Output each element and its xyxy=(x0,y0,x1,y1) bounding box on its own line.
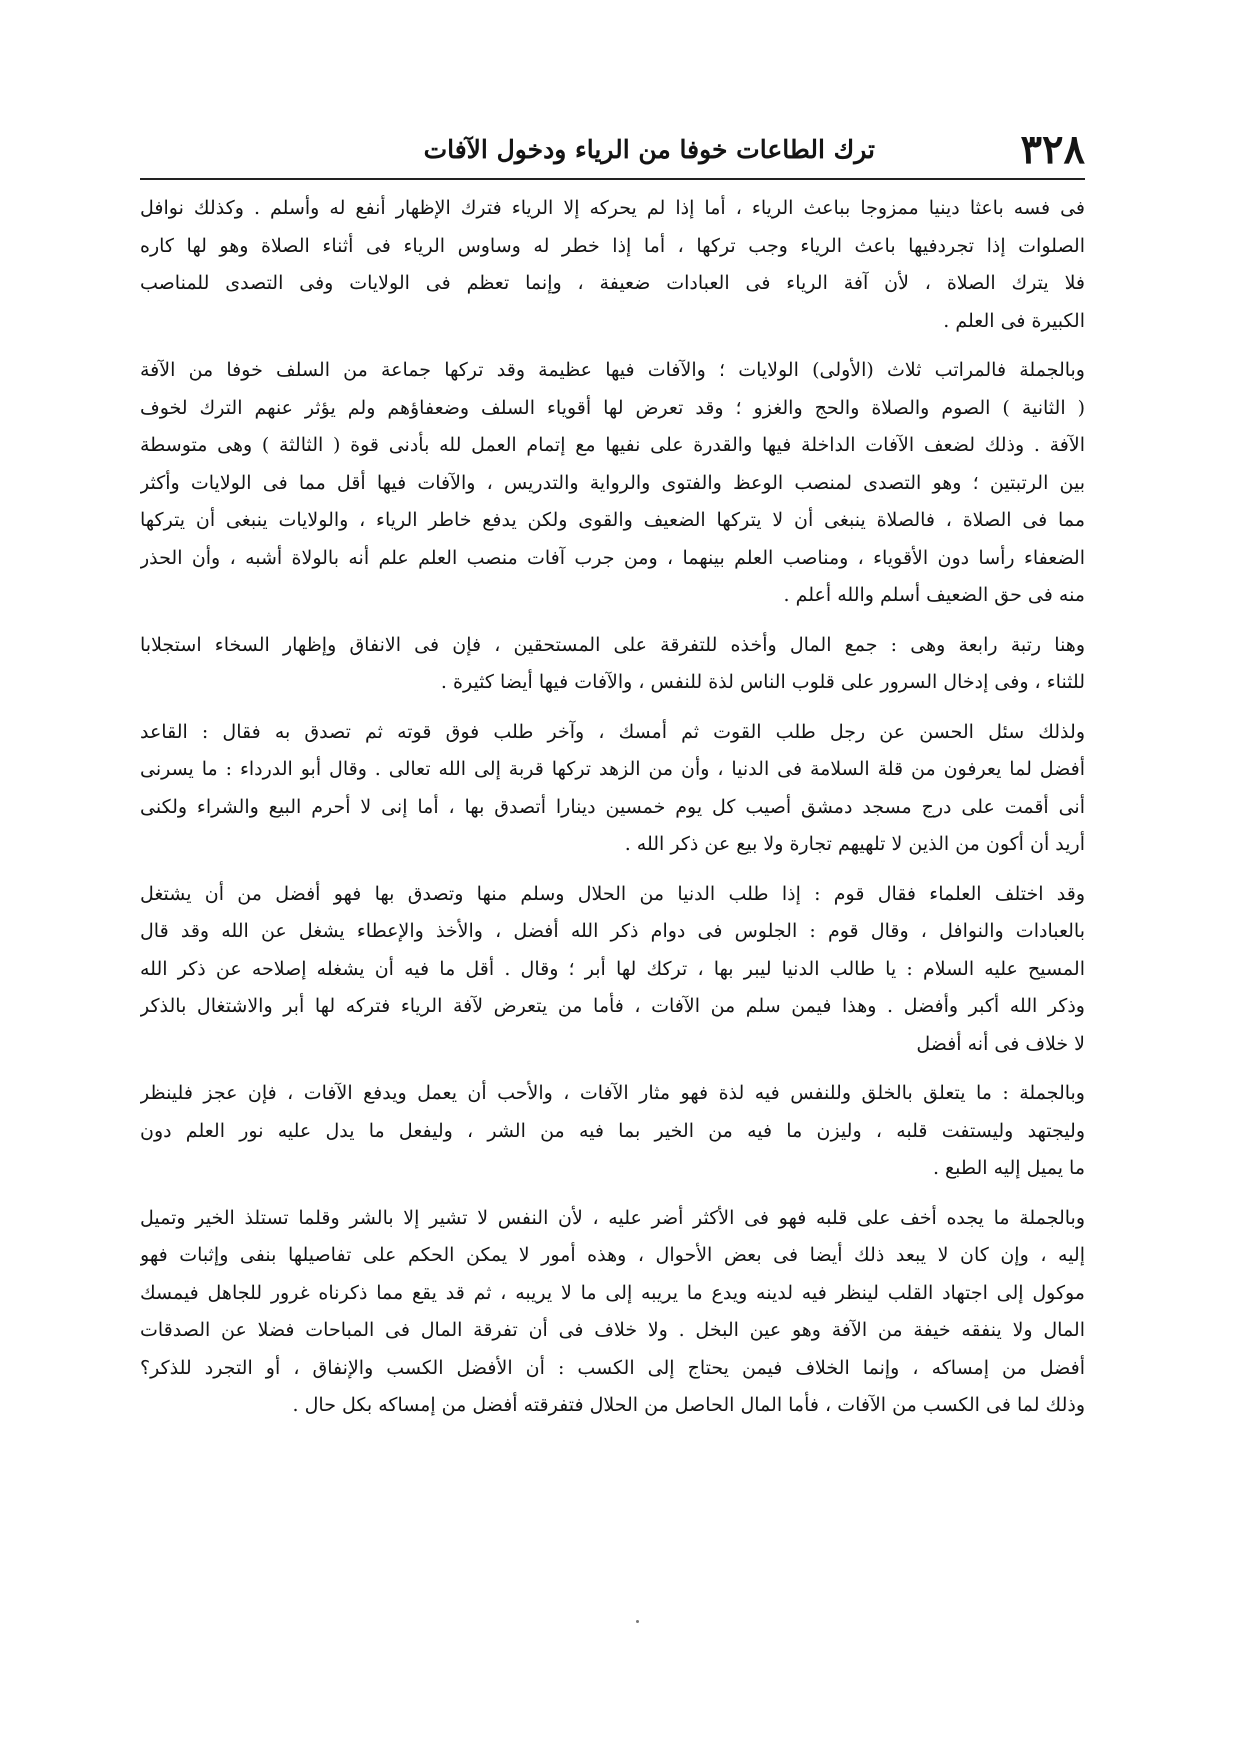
text-line: موكول إلى اجتهاد القلب لينظر فيه لدينه ويدع ما يريبه إلى ما لا يريبه ، ثم قد يقع مما ذكرناه غرور للجاهل فيمسك xyxy=(140,1281,1085,1304)
page-header xyxy=(140,120,1085,180)
text-line: أنى أقمت على درج مسجد دمشق أصيب كل يوم خمسين دينارا أتصدق بها ، أما إنى لا أحرم البيع والشراء ولكنى xyxy=(140,795,1085,818)
text-line: الضعفاء رأسا دون الأقوياء ، ومناصب العلم بينهما ، ومن جرب آفات منصب العلم علم أنه بالولاة أشبه ، وأن الحذر xyxy=(140,546,1085,569)
paragraph xyxy=(140,1200,1085,1425)
text-line: وليجتهد وليستفت قلبه ، وليزن ما فيه من الخير بما فيه من الشر ، وليفعل ما يدل عليه نور العلم دون xyxy=(140,1119,1085,1142)
footer-mark xyxy=(636,1620,639,1623)
text-line: للثناء ، وفى إدخال السرور على قلوب الناس لذة للنفس ، والآفات فيها أيضا كثيرة . xyxy=(440,671,1085,693)
text-line: وذلك لما فى الكسب من الآفات ، فأما المال الحاصل من الحلال فتفرقته أفضل من إمساكه بكل حال . xyxy=(292,1394,1085,1416)
page-number: ٣٢٨ xyxy=(1020,126,1085,173)
text-line: لا خلاف فى أنه أفضل xyxy=(916,1032,1085,1055)
text-line: بين الرتبتين ؛ وهو التصدى لمنصب الوعظ والفتوى والرواية والتدريس ، والآفات فيها أقل مما فى الولايات وأكثر xyxy=(140,471,1085,494)
text-line: أفضل من إمساكه ، وإنما الخلاف فيمن يحتاج إلى الكسب : أن الأفضل الكسب والإنفاق ، أو التجرد للذكر؟ xyxy=(140,1356,1085,1379)
text-line: الآفة . وذلك لضعف الآفات الداخلة فيها والقدرة على نفيها مع إتمام العمل لله بأدنى قوة ( الثالثة ) وهى متوسطة xyxy=(140,434,1085,456)
text-line: ما يميل إليه الطبع . xyxy=(932,1157,1085,1179)
book-page xyxy=(140,120,1085,1680)
paragraph xyxy=(140,1075,1085,1188)
text-line: وبالجملة ما يجده أخف على قلبه فهو فى الأكثر أضر عليه ، لأن النفس لا تشير إلا بالشر وقلما تستلذ الخير وتميل xyxy=(140,1206,1085,1229)
text-line: ولذلك سئل الحسن عن رجل طلب القوت ثم أمسك ، وآخر طلب فوق قوته ثم تصدق به فقال : القاعد xyxy=(140,720,1085,743)
text-line: فى فسه باعثا دينيا ممزوجا بباعث الرياء ، أما إذا لم يحركه إلا الرياء فترك الإظهار أنفع له وأسلم . وكذلك نوافل xyxy=(140,197,1085,219)
text-line: أريد أن أكون من الذين لا تلهيهم تجارة ولا بيع عن ذكر الله . xyxy=(624,833,1085,855)
paragraph xyxy=(140,190,1085,340)
text-line: وهنا رتبة رابعة وهى : جمع المال وأخذه للتفرقة على المستحقين ، فإن فى الانفاق وإظهار السخاء استجلابا xyxy=(140,633,1085,656)
text-line: المال ولا ينفقه خيفة من الآفة وهو عين البخل . ولا خلاف فى أن تفرقة المال فى المباحات فضلا عن الصدقات xyxy=(140,1319,1085,1341)
body-text xyxy=(140,190,1085,1437)
paragraph xyxy=(140,876,1085,1064)
text-line: الصلوات إذا تجردفيها باعث الرياء وجب تركها ، أما إذا خطر له وساوس الرياء فى أثناء الصلاة وهو لها كاره xyxy=(140,234,1085,257)
running-title: ترك الطاعات خوفا من الرياء ودخول الآفات xyxy=(423,135,875,164)
text-line: منه فى حق الضعيف أسلم والله أعلم . xyxy=(783,584,1085,606)
text-line: المسيح عليه السلام : يا طالب الدنيا ليبر بها ، تركك لها أبر ؛ وقال . أقل ما فيه أن يشغله إصلاحه عن ذكر الله xyxy=(140,957,1085,980)
text-line: فلا يترك الصلاة ، لأن آفة الرياء فى العبادات ضعيفة ، وإنما تعظم فى الولايات وفى التصدى للمناصب xyxy=(140,272,1085,294)
paragraph xyxy=(140,714,1085,864)
text-line: إليه ، وإن كان لا يبعد ذلك أيضا فى بعض الأحوال ، وهذه أمور لا يمكن الحكم على تفاصيلها بنفى وإثبات فهو xyxy=(140,1244,1085,1266)
text-line: وبالجملة فالمراتب ثلاث (الأولى) الولايات ؛ والآفات فيها عظيمة وقد تركها جماعة من السلف خوفا من الآفة xyxy=(140,359,1085,381)
paragraph xyxy=(140,627,1085,702)
text-line: وذكر الله أكبر وأفضل . وهذا فيمن سلم من الآفات ، فأما من يتعرض لآفة الرياء فتركه لها أبر والاشتغال بالذكر xyxy=(140,995,1085,1017)
text-line: أفضل لما يعرفون من قلة السلامة فى الدنيا ، وأن من الزهد تركها قربة إلى الله تعالى . وقال أبو الدرداء : ما يسرنى xyxy=(140,758,1085,780)
text-line: ( الثانية ) الصوم والصلاة والحج والغزو ؛ وقد تعرض لها أقوياء السلف وضعفاؤهم ولم يؤثر عنهم الترك لخوف xyxy=(140,396,1085,419)
text-line: وقد اختلف العلماء فقال قوم : إذا طلب الدنيا من الحلال وسلم منها وتصدق بها فهو أفضل من أن يشتغل xyxy=(140,882,1085,905)
text-line: الكبيرة فى العلم . xyxy=(943,309,1085,332)
paragraph xyxy=(140,352,1085,615)
text-line: وبالجملة : ما يتعلق بالخلق وللنفس فيه لذة فهو مثار الآفات ، والأحب أن يعمل ويدفع الآفات ، فإن عجز فلينظر xyxy=(140,1082,1085,1104)
header-rule xyxy=(140,178,1085,180)
text-line: مما فى الصلاة ، فالصلاة ينبغى أن لا يتركها الضعيف والقوى ولكن يدفع خاطر الرياء ، والولايات ينبغى أن يتركها xyxy=(140,509,1085,531)
text-line: بالعبادات والنوافل ، وقال قوم : الجلوس فى دوام ذكر الله أفضل ، والأخذ والإعطاء يشغل عن الله وقد قال xyxy=(140,920,1085,942)
